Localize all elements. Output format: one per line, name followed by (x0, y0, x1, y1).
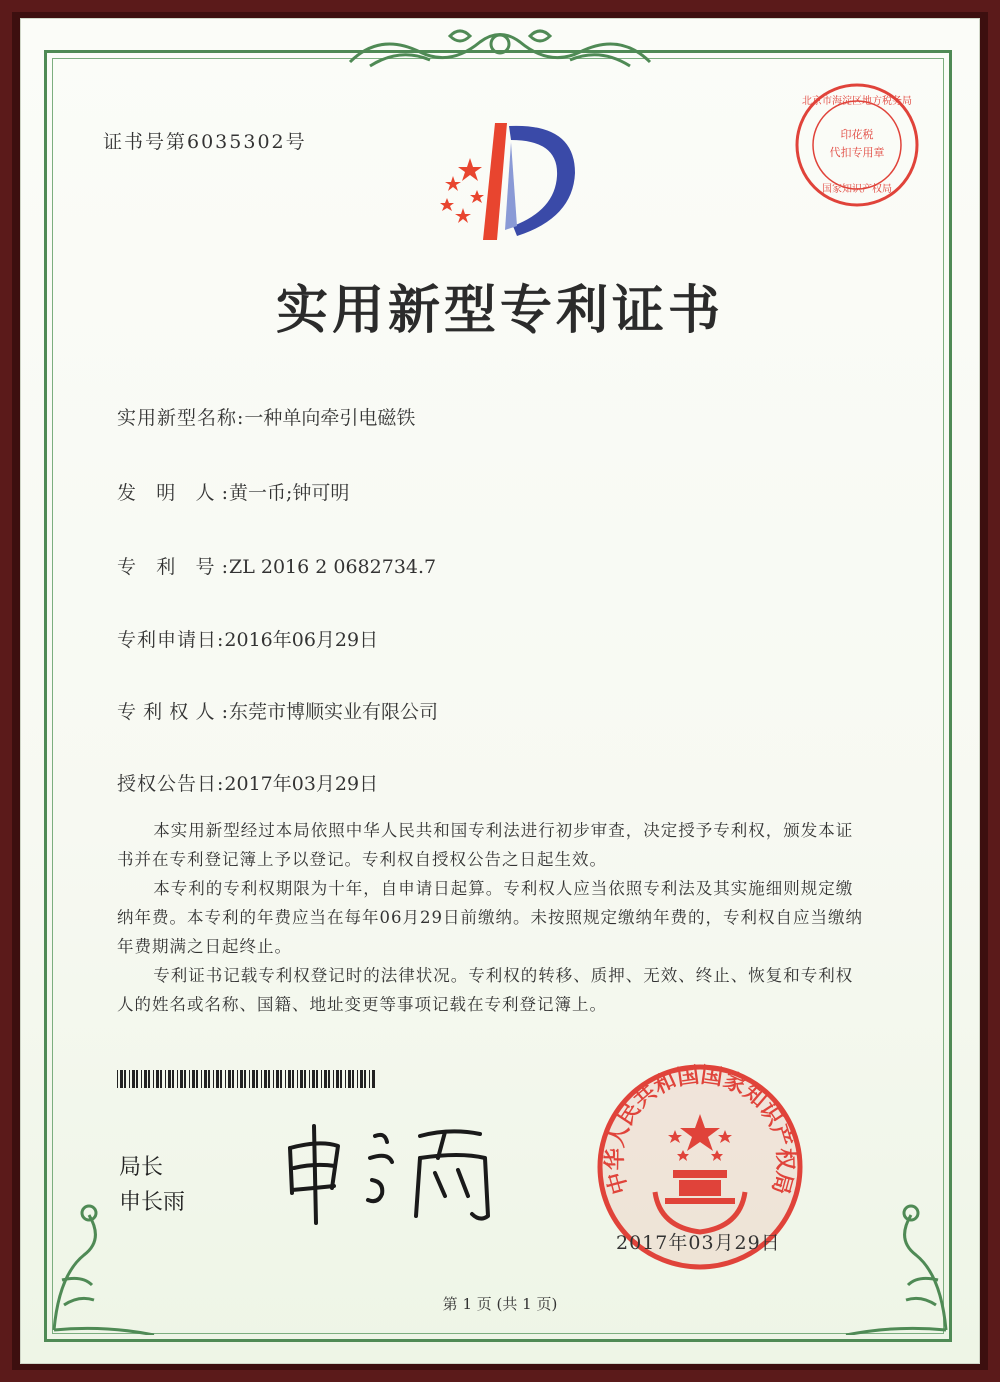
barcode-bar (324, 1070, 327, 1088)
filing-date-row (117, 625, 378, 652)
barcode-bar (201, 1070, 202, 1088)
barcode-bar (192, 1070, 195, 1088)
body-paragraph-3: 专利证书记载专利权登记时的法律状况。专利权的转移、质押、无效、终止、恢复和专利权人的姓名或名称、国籍、地址变更等事项记载在专利登记簿上。 (117, 966, 854, 1014)
barcode-bar (144, 1070, 147, 1088)
barcode-bar (316, 1070, 318, 1088)
barcode-bar (340, 1070, 342, 1088)
handwritten-signature-icon (280, 1118, 510, 1228)
barcode-bar (124, 1070, 126, 1088)
barcode-bar (268, 1070, 270, 1088)
top-ornament-icon (340, 22, 660, 74)
barcode-bar (213, 1070, 214, 1088)
utility-model-name-row (117, 403, 415, 430)
barcode-bar (172, 1070, 174, 1088)
barcode-icon (117, 1070, 375, 1088)
barcode-bar (237, 1070, 238, 1088)
filing-date-value: 2016年06月29日 (224, 629, 379, 651)
utility-model-name-value: 一种单向牵引电磁铁 (244, 407, 416, 429)
barcode-bar (220, 1070, 222, 1088)
barcode-bar (165, 1070, 166, 1088)
barcode-bar (252, 1070, 255, 1088)
barcode-bar (276, 1070, 279, 1088)
barcode-bar (196, 1070, 198, 1088)
barcode-bar (297, 1070, 298, 1088)
barcode-bar (345, 1070, 346, 1088)
barcode-bar (285, 1070, 286, 1088)
svg-text:代扣专用章: 代扣专用章 (829, 146, 885, 159)
utility-model-name-label: 实用新型名称: (117, 407, 245, 429)
barcode-bar (333, 1070, 334, 1088)
filing-date-label: 专利申请日: (117, 629, 225, 651)
barcode-bar (312, 1070, 315, 1088)
tax-stamp-seal-icon (792, 80, 922, 210)
barcode-bar (360, 1070, 363, 1088)
barcode-bar (336, 1070, 339, 1088)
barcode-bar (369, 1070, 370, 1088)
barcode-bar (232, 1070, 234, 1088)
certificate-body (117, 816, 865, 1019)
officer-name: 申长雨 (119, 1190, 186, 1215)
inventor-label: 发 明 人: (117, 482, 229, 504)
barcode-bar (208, 1070, 210, 1088)
certificate-title: 实用新型专利证书 (275, 280, 724, 341)
barcode-bar (364, 1070, 366, 1088)
barcode-bar (261, 1070, 262, 1088)
barcode-bar (168, 1070, 171, 1088)
inventor-value: 黄一币;钟可明 (229, 482, 350, 504)
barcode-bar (352, 1070, 354, 1088)
patent-number-row (117, 552, 436, 579)
barcode-bar (148, 1070, 150, 1088)
svg-text:国家知识产权局: 国家知识产权局 (822, 184, 892, 195)
barcode-bar (348, 1070, 351, 1088)
announcement-date-row (117, 769, 378, 796)
barcode-bar (117, 1070, 118, 1088)
barcode-bar (156, 1070, 159, 1088)
barcode-bar (184, 1070, 186, 1088)
inventor-row (117, 478, 349, 505)
barcode-bar (180, 1070, 183, 1088)
barcode-bar (264, 1070, 267, 1088)
barcode-bar (132, 1070, 135, 1088)
barcode-bar (189, 1070, 190, 1088)
page-number: 第 1 页 (共 1 页) (442, 1295, 558, 1313)
patent-number-value: ZL 2016 2 0682734.7 (229, 556, 437, 578)
barcode-bar (240, 1070, 243, 1088)
cnipa-logo-icon (425, 118, 585, 243)
barcode-bar (216, 1070, 219, 1088)
barcode-bar (153, 1070, 154, 1088)
barcode-bar (204, 1070, 207, 1088)
barcode-bar (321, 1070, 322, 1088)
patentee-value: 东莞市博顺实业有限公司 (229, 701, 439, 723)
barcode-bar (129, 1070, 130, 1088)
barcode-bar (309, 1070, 310, 1088)
seal-date: 2017年03月29日 (616, 1232, 781, 1254)
barcode-bar (273, 1070, 274, 1088)
barcode-bar (244, 1070, 246, 1088)
patentee-row (117, 697, 438, 724)
barcode-bar (177, 1070, 178, 1088)
barcode-bar (228, 1070, 231, 1088)
announcement-date-value: 2017年03月29日 (224, 773, 379, 795)
svg-text:中华人民共和国国家知识产权局: 中华人民共和国国家知识产权局 (602, 1062, 798, 1197)
patent-number-label: 专 利 号: (117, 556, 229, 578)
officer-title: 局长 (119, 1155, 164, 1180)
svg-text:北京市海淀区地方税务局: 北京市海淀区地方税务局 (802, 96, 912, 107)
barcode-bar (328, 1070, 330, 1088)
svg-text:印花税: 印花税 (840, 128, 874, 141)
barcode-bar (249, 1070, 250, 1088)
barcode-bar (120, 1070, 123, 1088)
barcode-bar (357, 1070, 358, 1088)
barcode-bar (160, 1070, 162, 1088)
barcode-bar (280, 1070, 282, 1088)
barcode-bar (225, 1070, 226, 1088)
barcode-bar (304, 1070, 306, 1088)
barcode-bar (141, 1070, 142, 1088)
patentee-label: 专利权人: (117, 701, 229, 723)
body-paragraph-2: 本专利的专利权期限为十年，自申请日起算。专利权人应当依照专利法及其实施细则规定缴纳年费。本专利的年费应当在每年06月29日前缴纳。未按照规定缴纳年费的，专利权自应当缴纳年费期满之日起终止。 (117, 879, 863, 956)
barcode-bar (372, 1070, 375, 1088)
barcode-bar (300, 1070, 303, 1088)
barcode-bar (136, 1070, 138, 1088)
barcode-bar (288, 1070, 291, 1088)
barcode-bar (292, 1070, 294, 1088)
barcode-bar (256, 1070, 258, 1088)
body-paragraph-1: 本实用新型经过本局依照中华人民共和国专利法进行初步审查，决定授予专利权，颁发本证书并在专利登记簿上予以登记。专利权自授权公告之日起生效。 (117, 821, 854, 869)
announcement-date-label: 授权公告日: (117, 773, 225, 795)
certificate-number: 证书号第6035302号 (103, 131, 307, 153)
